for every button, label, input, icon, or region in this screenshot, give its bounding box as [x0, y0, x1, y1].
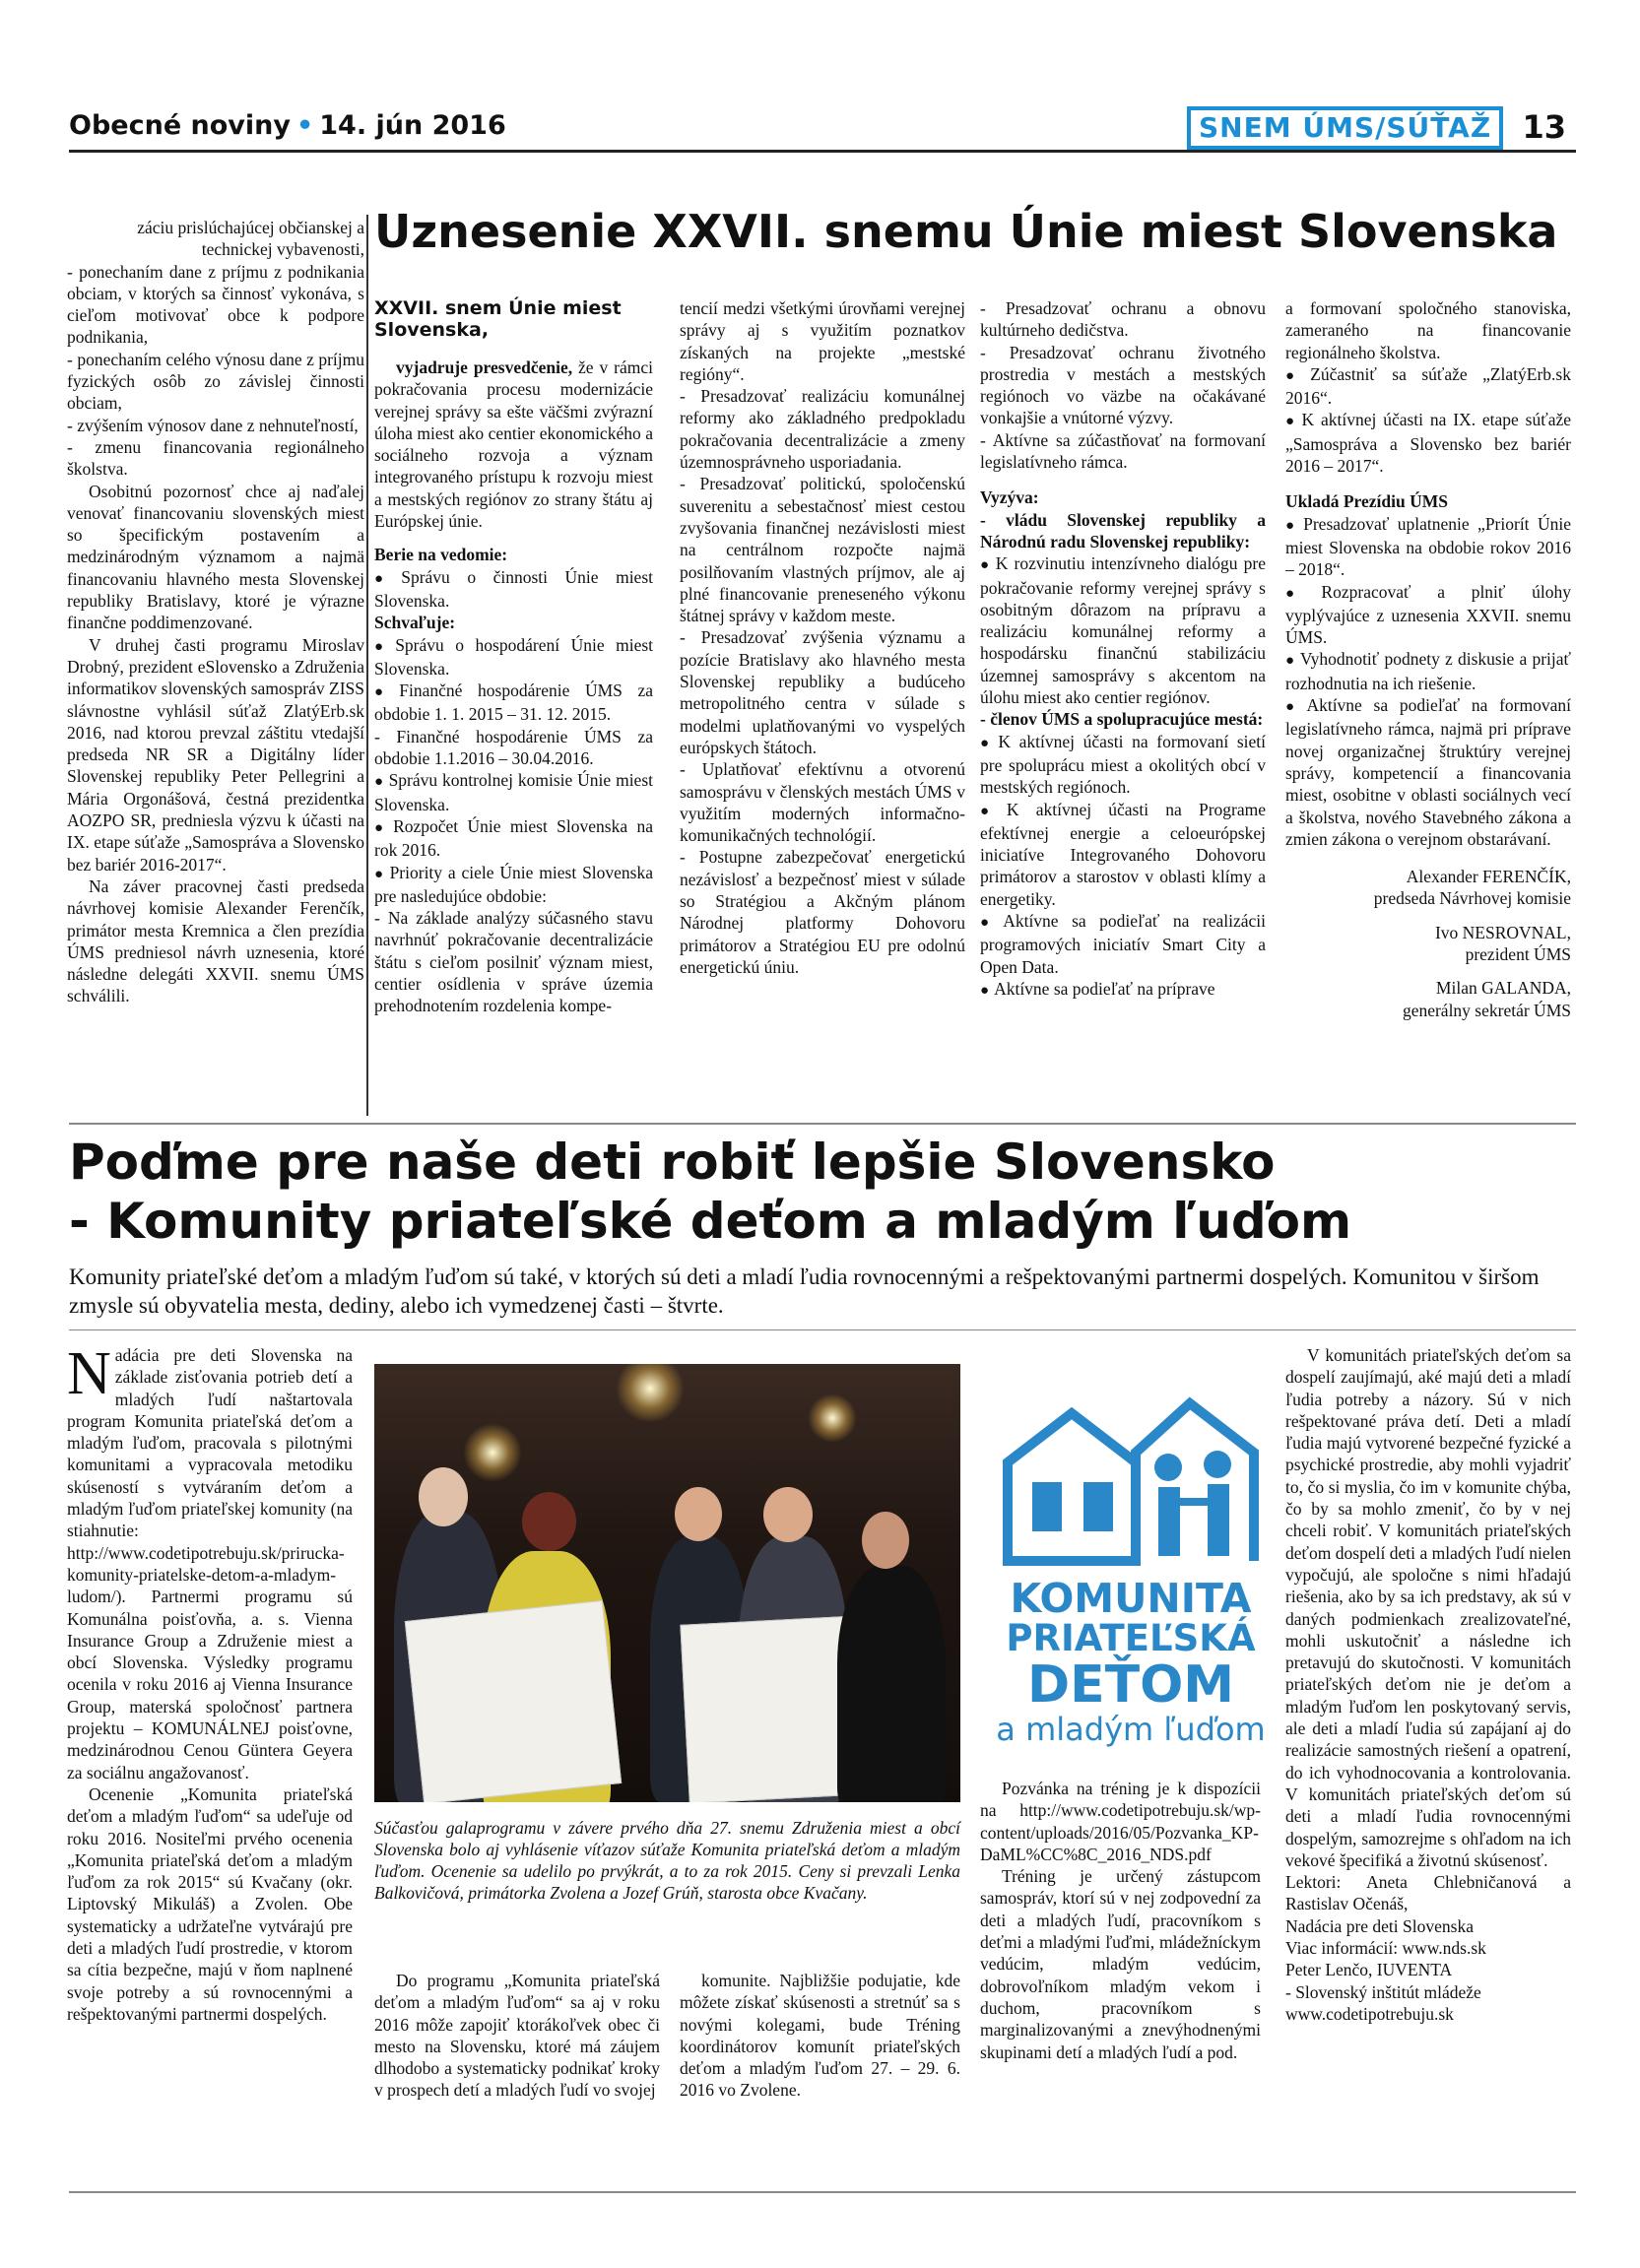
- bullet-item: ● Aktívne sa podieľať na formovaní legislatívneho rámca, najmä pri príprave novej organizačnej štruktúry verejnej správy, kompetencií a financovania miest, osobitne v oblasti sociálnych vecí a školstva, nového Stavebného zákona a zmien zákona o verejnom obstarávaní.: [1285, 694, 1571, 850]
- subheading: Schvaľuje:: [374, 613, 456, 633]
- person-head: [419, 1467, 468, 1526]
- bullet-item: ● K aktívnej účasti na IX. etape súťaže „Samospráva a Slovensko bez bariér 2016 – 2017“.: [1285, 409, 1571, 477]
- bullet-item: ● K aktívnej účasti na Programe efektívnej energie a celoeurópskej iniciatíve Integrovaného Dohovoru primátorov a starostov v oblasti klímy a energetiky.: [980, 799, 1266, 910]
- article1-column-3: [980, 297, 1266, 1002]
- paragraph: [374, 356, 653, 532]
- bullet-item: ● Rozpočet Únie miest Slovenska na rok 2016.: [374, 815, 653, 862]
- bullet-item: ● Správu o činnosti Únie miest Slovenska.: [374, 566, 653, 613]
- bullet-item: ● Správu o hospodárení Únie miest Slovenska.: [374, 634, 653, 680]
- paragraph: Ocenenie „Komunita priateľská deťom a mladým ľuďom“ sa udeľuje od roku 2016. Nositeľmi prvého ocenenia „Komunita priateľská deťom a mladým ľuďom za rok 2015“ sú Kvačany (okr. Liptovský Mikuláš) a Zvolen. Obe systematicky a udržateľne vytvárajú pre deti a mladých ľudí prostredie, v ktorom sa cítia bezpečne, majú v ňom naplnené svoje potreby a sú rovnocennými a rešpektovanými partnermi dospelých.: [67, 1783, 353, 2024]
- person: [837, 1566, 946, 1802]
- article2-column-0: [67, 1340, 353, 2025]
- article2-column-2: [680, 1970, 960, 2102]
- paragraph: [67, 1340, 353, 1783]
- paragraph: Do programu „Komunita priateľská deťom a mladým ľuďom“ sa aj v roku 2016 môže zapojiť ktorákoľvek obec či mesto na Slovensku, ktoré má záujem dlhodobo a systematicky podnikať kroky v prospech detí a mladých ľudí vo svojej: [374, 1971, 660, 2101]
- bullet-item: ● Presadzovať uplatnenie „Priorít Únie miest Slovenska na obdobie rokov 2016 – 2018“.: [1285, 513, 1571, 581]
- text: adácia pre deti Slovenska na základe zisťovania potrieb detí a mladých ľudí naštartovala program Komunita priateľská deťom a mladým ľuďom, pracovala s pilotnými komunitami a vypracovala metodiku skúseností s vytváraním deťom a mladým ľuďom priateľskej komunity (na stiahnutie: http://www.codetipotrebuju.sk/prirucka-komunity-priatelske-detom-a-mladym-ludom/). Partnermi programu sú Komunálna poisťovňa, a. s. Vienna Insurance Group a Združenie miest a obcí Slovenska. Výsledky programu ocenila v roku 2016 aj Vienna Insurance Group, materská spoločnosť partnera projektu – KOMUNÁLNEJ poisťovne, medzinárodnou Cenou Güntera Geyera za sociálnu angažovanosť.: [67, 1345, 353, 1782]
- bullet-item: ● Aktívne sa podieľať na realizácii programových iniciatív Smart City a Open Data.: [980, 910, 1266, 978]
- person-head: [763, 1487, 813, 1542]
- subheading: Ukladá Prezídiu ÚMS: [1285, 491, 1448, 512]
- bullet-item: ● Vyhodnotiť podnety z diskusie a prijať rozhodnutia na ich riešenie.: [1285, 648, 1571, 694]
- photo-caption: Súčasťou galaprogramu v závere prvého dňa 27. snemu Združenia miest a obcí Slovenska bolo aj vyhlásenie víťazov súťaže Komunita priateľská deťom a mladým ľuďom. Ocenenie sa udelilo po prvýkrát, a to za rok 2015. Ceny si prevzali Lenka Balkovičová, primátorka Zvolena a Jozef Grúň, starosta obce Kvačany.: [374, 1818, 960, 1903]
- list-item: - Finančné hospodárenie ÚMS za obdobie 1.1.2016 – 30.04.2016.: [374, 726, 653, 769]
- event-photo: [374, 1364, 960, 1802]
- page-number: 13: [1522, 108, 1566, 146]
- stage-light: [463, 1423, 522, 1482]
- signature-name: Ivo NESROVNAL,: [1434, 922, 1571, 942]
- logo-line: a mladým ľuďom: [996, 1711, 1266, 1748]
- bullet-item: ● Správu kontrolnej komisie Únie miest Slovenska.: [374, 769, 653, 815]
- paragraph: - ponechaním dane z príjmu z podnikania obciam, v ktorých sa činnosť vykonáva, s cieľom motivovať obce k podpore podnikania,: [67, 261, 364, 348]
- signature-role: generálny sekretár ÚMS: [1402, 1000, 1571, 1020]
- signature-name: Alexander FERENČÍK,: [1406, 867, 1571, 887]
- paragraph: tencií medzi všetkými úrovňami verejnej správy aj s využitím poznatkov získaných na projekte „mestské regióny“.: [680, 298, 965, 384]
- person-head: [522, 1492, 576, 1551]
- article1-title: Uznesenie XXVII. snemu Únie miest Slovenska: [374, 205, 1558, 258]
- signature-role: predseda Návrhovej komisie: [1373, 888, 1571, 909]
- stage-light: [616, 1364, 685, 1423]
- lead-divider: [69, 1329, 1576, 1330]
- person-head: [862, 1512, 909, 1569]
- title-line: - Komunity priateľské deťom a mladým ľuďom: [69, 1193, 1352, 1250]
- paragraph: Tréning je určený zástupcom samospráv, ktorí sú v nej zodpovední za deti a mladých ľudí, pracovníkom s deťmi a mladými ľuďmi, mládežníckym vedúcim, mladým vedúcim, dobrovoľníkom mladým vekom i duchom, pracovníkom s marginalizovanými a znevýhodnenými skupinami detí a mladých ľudí a pod.: [980, 1866, 1261, 2062]
- article2-lead: Komunity priateľské deťom a mladým ľuďom sú také, v ktorých sú deti a mladí ľudia rovnocennými a rešpektovanými partnermi dospelých. Komunitou v širšom zmysle sú obyvatelia mesta, dediny, alebo ich vymedzenej časti – štvrte.: [69, 1264, 1540, 1318]
- credits: www.codetipotrebuju.sk: [1285, 2003, 1454, 2024]
- paragraph: komunite. Najbližšie podujatie, kde môžete získať skúsenosti a stretnúť sa s novými kolegami, bude Tréning koordinátorov komunít priateľských deťom a mladým ľuďom 27. – 29. 6. 2016 vo Zvolene.: [680, 1971, 960, 2101]
- paragraph: - Presadzovať realizáciu komunálnej reformy ako základného predpokladu pokračovania decentralizácie a zmeny územnosprávneho usporiadania.: [680, 386, 965, 473]
- header-rule: [69, 150, 1576, 153]
- title-line: Poďme pre naše deti robiť lepšie Slovensko: [69, 1134, 1276, 1191]
- article2-title: [69, 1133, 1576, 1251]
- bullet-item: ● K aktívnej účasti na formovaní sietí pre spoluprácu miest a okolitých obcí v mestských regiónoch.: [980, 731, 1266, 799]
- komunita-logo: [993, 1374, 1269, 1758]
- separator-dot: •: [295, 110, 314, 141]
- paragraph: - Presadzovať politickú, spoločenskú suverenitu a sebestačnosť miest cestou zvyšovania finančnej nezávislosti miest na centrálnom rozpočte najmä posilňovaním vlastných príjmov, ale aj plné financovanie preneseného výkonu štátnej správy v každom meste.: [680, 474, 965, 626]
- logo-line: PRIATEĽSKÁ: [1006, 1617, 1256, 1659]
- subheading: Berie na vedomie:: [374, 545, 508, 565]
- article2-column-1: [374, 1970, 660, 2102]
- logo-line: DEŤOM: [1026, 1655, 1235, 1715]
- paragraph: Pozvánka na tréning je k dispozícii na http://www.codetipotrebuju.sk/wp-content/uploads/2016/05/Pozvanka_KPDaML%CC%8C_2016_NDS.pdf: [980, 1779, 1261, 1864]
- person-head: [675, 1487, 722, 1541]
- section-divider: [69, 1123, 1576, 1125]
- paragraph: V komunitách priateľských deťom sa dospelí zaujímajú, aké majú deti a mladí ľudia potreby a názory. Sú v nich rešpektované práva detí. Deti a mladí ľudia majú vytvorené bezpečné fyzické a psychické prostredie, aby mohli vyjadriť to, čo si myslia, čo im v komunite chýba, čo by sa mohlo zmeniť, čo by v nej chceli robiť. V komunitách priateľských deťom dospelí deti a mladých ľudí nielen vypočujú, ale spoločne s nimi hľadajú riešenia, ako by sa ich predstavy, ak sú v daných podmienkach zrealizovateľné, mohli uskutočniť a následne ich pretavujú do skutočnosti. V komunitách priateľských deťom nie je deťom a mladým ľuďom len poskytovaný servis, ale deti a mladí ľudia sú zapájaní aj do realizácie samostných riešení a opatrení, do ich vyhodnocovania a kontrolovania. V komunitách priateľských deťom sú deti a mladí ľudia rovnocennými dospelým, samozrejme s ohľadom na ich vekové špecifiká a životnú skúsenosť.: [1285, 1345, 1571, 1870]
- article2-column-3: [980, 1778, 1261, 2063]
- bold-phrase: vyjadruje presvedčenie,: [396, 357, 573, 377]
- column-divider: [366, 215, 368, 1116]
- paragraph: - Presadzovať ochranu a obnovu kultúrneho dedičstva.: [980, 298, 1266, 341]
- subheading: - vládu Slovenskej republiky a Národnú radu Slovenskej republiky:: [980, 509, 1266, 551]
- bottom-rule: [69, 2191, 1576, 2193]
- houses-family-icon: [993, 1374, 1269, 1571]
- award-board: [405, 1600, 622, 1802]
- article1-column-2: [680, 297, 965, 978]
- bullet-item: ● Finančné hospodárenie ÚMS za obdobie 1. 1. 2015 – 31. 12. 2015.: [374, 680, 653, 726]
- text: že v rámci pokračovania procesu modernizácie verejnej správy sa ešte väčšmi zvýrazní úloha miest ako centier ekonomického a sociálneho rozvoja a význam integrovaného prístupu k rozvoju miest a mestských regiónov zo strany štátu aj Európskej únie.: [374, 357, 653, 532]
- subhead: XXVII. snem Únie miest Slovenska,: [374, 297, 622, 341]
- credits: Lektori: Aneta Chlebničanová a Rastislav Očenáš,: [1285, 1872, 1571, 1914]
- paragraph: Osobitnú pozornosť chce aj naďalej venovať financovaniu slovenských miest so špecifickým postavením a medzinárodným významom a najmä financovaniu hlavného mesta Slovenskej republiky Bratislavy, ktoré je výrazne finančne poddimenzované.: [67, 481, 364, 633]
- publication-name: Obecné noviny: [69, 110, 291, 141]
- signature-role: prezident ÚMS: [1465, 944, 1571, 965]
- bullet-item: ● Rozpracovať a plniť úlohy vyplývajúce z uznesenia XXVII. snemu ÚMS.: [1285, 581, 1571, 649]
- bullet-item: ● Priority a ciele Únie miest Slovenska pre nasledujúce obdobie:: [374, 862, 653, 908]
- subheading: Vyzýva:: [980, 487, 1039, 508]
- article1-column-4: [1285, 297, 1571, 1021]
- section-label: SNEM ÚMS/SÚŤAŽ: [1187, 106, 1503, 150]
- paragraph: - zvýšením výnosov dane z nehnuteľností,: [67, 415, 359, 435]
- bullet-item: ● K rozvinutiu intenzívneho dialógu pre pokračovanie reformy verejnej správy s osobitným dôrazom na prípravu a realizáciu komunálnej reformy a hospodársku finančnú stabilizáciu územnej samosprávy s akcentom na úlohu miest ako centier regiónov.: [980, 552, 1266, 708]
- paragraph: - Postupne zabezpečovať energetickú nezávislosť a bezpečnosť miest v súlade so Stratégiou a Akčným plánom Národnej platformy Dohovoru primátorov a Stratégiou EU pre odolnú energetickú úniu.: [680, 847, 965, 977]
- drop-cap: N: [67, 1340, 111, 1407]
- page-header: [69, 106, 1576, 154]
- bullet-item: ● Aktívne sa podieľať na príprave: [980, 978, 1266, 1002]
- logo-line: KOMUNITA: [1010, 1575, 1252, 1622]
- article2-column-4: [1285, 1344, 1571, 2025]
- paragraph: - ponechaním celého výnosu dane z príjmu fyzických osôb zo závislej činnosti obciam,: [67, 349, 364, 414]
- credits: - Slovenský inštitút mládeže: [1285, 1981, 1481, 2002]
- paragraph: a formovaní spoločného stanoviska, zameraného na financovanie regionálneho školstva.: [1285, 298, 1571, 362]
- issue-date: 14. jún 2016: [319, 110, 506, 141]
- list-item: - Na základe analýzy súčasného stavu navrhnúť pokračovanie decentralizácie štátu s cieľom posilniť význam miest, centier osídlenia v správe územia prehodnotením rozdelenia kompe-: [374, 908, 653, 1016]
- stage-light: [808, 1393, 857, 1443]
- paragraph: - Uplatňovať efektívnu a otvorenú samosprávu v členských mestách ÚMS v využitím moderných informačno-komunikačných technológií.: [680, 759, 965, 846]
- credits: Peter Lenčo, IUVENTA: [1285, 1960, 1453, 1980]
- paragraph: Na záver pracovnej časti predseda návrhovej komisie Alexander Ferenčík, primátor mesta Kremnica a člen prezídia ÚMS predniesol návrh uznesenia, ktoré následne delegáti XXVII. snemu ÚMS schválili.: [67, 875, 364, 1006]
- article1-column-1: [374, 297, 653, 1017]
- paragraph: - Presadzovať zvýšenia významu a pozície Bratislavy ako hlavného mesta Slovenskej republiky a budúceho metropolitného centra v súlade s modelmi uplatňovanými vo vyspelých európskych štátoch.: [680, 627, 965, 757]
- paragraph: - Aktívne sa zúčastňovať na formovaní legislatívneho rámca.: [980, 429, 1266, 473]
- paragraph: V druhej časti programu Miroslav Drobný, prezident eSlovensko a Združenia informatikov slovenských samospráv ZISS slávnostne vyhlásil súťaž ZlatýErb.sk 2016, nad ktorou prevzal záštitu vtedajší predseda NR SR a Digitálny líder Slovenskej republiky Peter Pellegrini a Mária Orgonášová, čestná prezidentka AOZPO SR, predniesla výzvu k účasti na IX. etape súťaže „Samospráva a Slovensko bez bariér 2016-2017“.: [67, 634, 364, 875]
- paragraph: záciu prislúchajúcej občianskej a technickej vybavenosti,: [137, 218, 364, 260]
- paragraph: - zmenu financovania regionálneho školstva.: [67, 436, 364, 480]
- subheading: - členov ÚMS a spolupracujúce mestá:: [980, 709, 1264, 730]
- credits: Viac informácií: www.nds.sk: [1285, 1938, 1486, 1959]
- bullet-item: ● Zúčastniť sa súťaže „ZlatýErb.sk 2016“.: [1285, 363, 1571, 410]
- credits: Nadácia pre deti Slovenska: [1285, 1915, 1474, 1936]
- paragraph: - Presadzovať ochranu životného prostredia v mestách a mestských regiónoch vo väzbe na očakávané vonkajšie a vnútorné výzvy.: [980, 342, 1266, 428]
- masthead: [69, 110, 506, 141]
- article1-column-0: [67, 217, 364, 1007]
- signature-name: Milan GALANDA,: [1435, 978, 1571, 999]
